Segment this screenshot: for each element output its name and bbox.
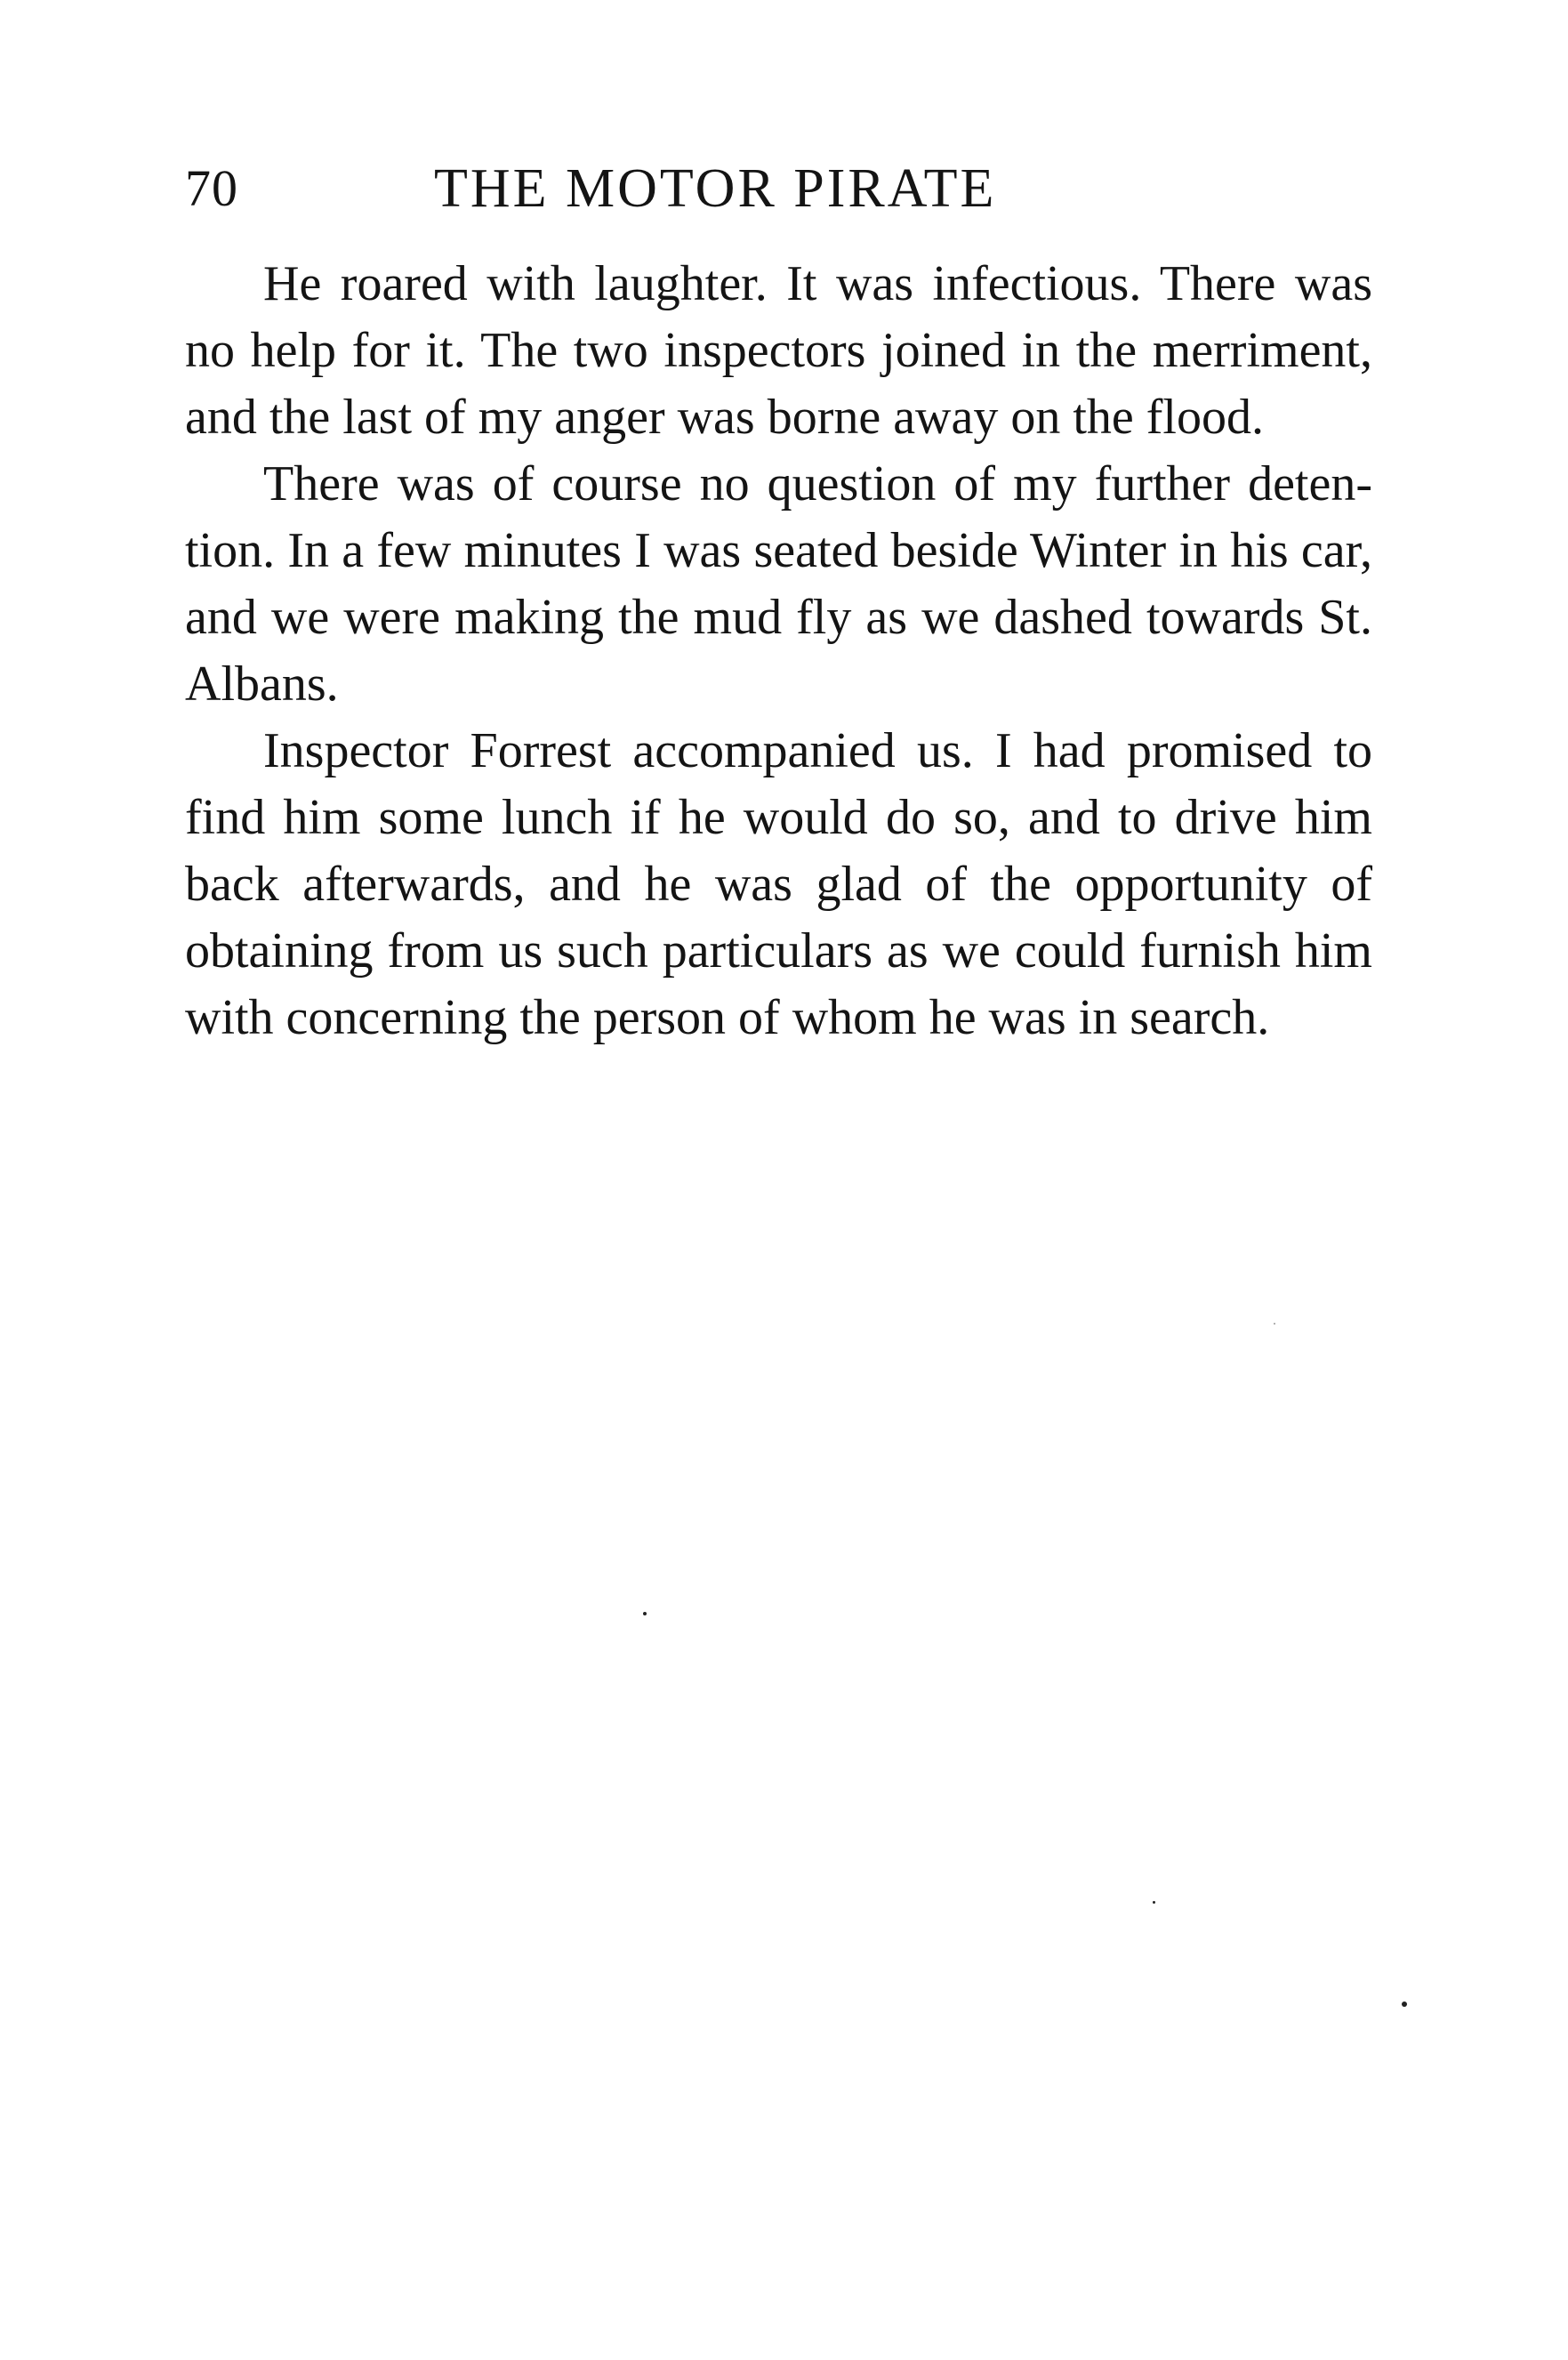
page-number: 70 [185, 159, 238, 217]
scan-speck [1153, 1901, 1155, 1904]
body-text [185, 251, 1372, 1051]
scan-speck [1402, 2002, 1407, 2007]
scan-speck [1274, 1323, 1275, 1325]
paragraph-1: He roared with laughter. It was infectious. There was no help for it. The two inspectors joined in the merriment, and the last of my anger was borne away on the flood. [185, 256, 1372, 445]
paragraph-3: Inspector Forrest accompanied us. I had promised to find him some lunch if he would do so, and to drive him back afterwards, and he was glad of the opportunity of obtaining from us such particulars as we could furnish him with concerning the person of whom he was in search. [185, 723, 1372, 1045]
scan-speck [643, 1612, 647, 1615]
paragraph-2: There was of course no question of my further detention. In a few minutes I was seated beside Winter in his car, and we were making the mud fly as we dashed towards St. Albans. [185, 456, 1372, 712]
running-title: THE MOTOR PIRATE [434, 158, 997, 219]
running-head [185, 153, 1386, 224]
